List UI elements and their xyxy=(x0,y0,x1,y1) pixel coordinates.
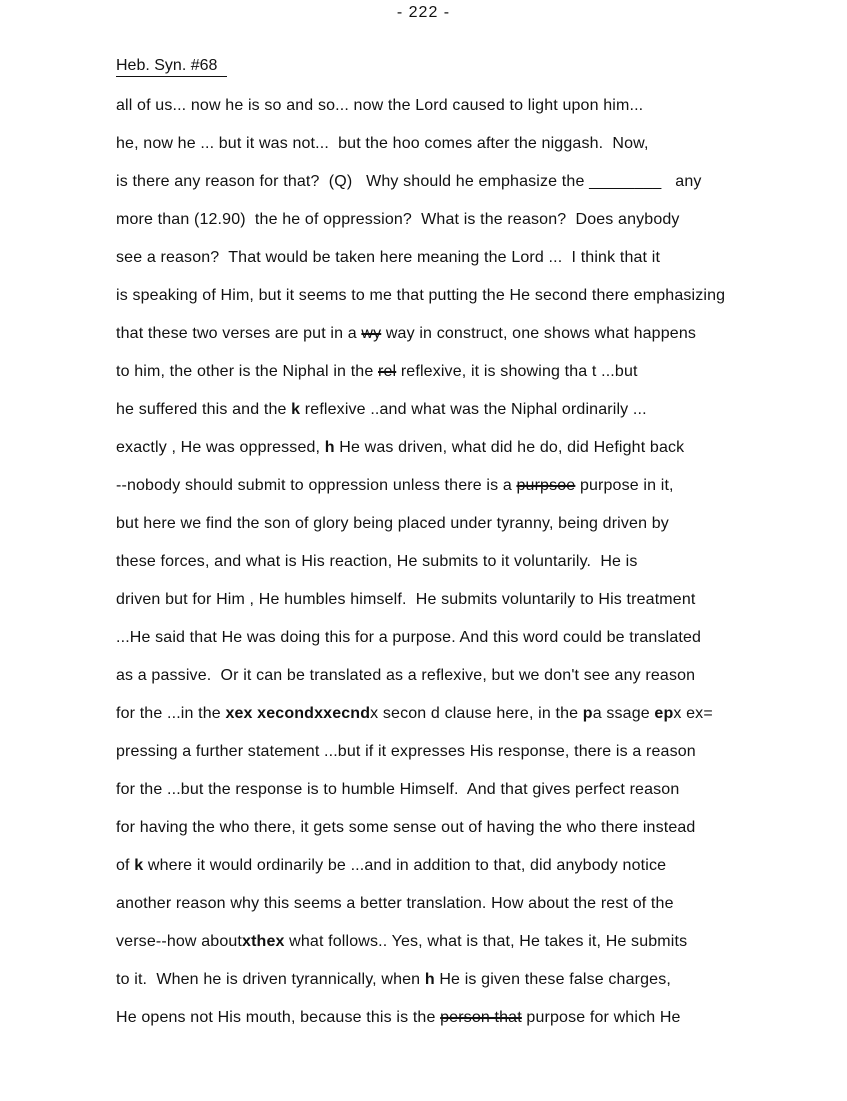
text-segment: way in construct, one shows what happens xyxy=(381,325,697,342)
text-segment: pressing a further statement ...but if it expresses His response, there is a reason xyxy=(116,743,696,760)
text-line xyxy=(116,856,836,894)
text-segment: He is given these false charges, xyxy=(434,971,671,988)
text-line xyxy=(116,514,836,552)
text-line xyxy=(116,552,836,590)
text-line xyxy=(116,590,836,628)
overtyped-text: xthex xyxy=(242,933,285,950)
text-line xyxy=(116,1008,836,1046)
text-line xyxy=(116,628,836,666)
text-segment: reflexive ..and what was the Niphal ordinarily ... xyxy=(300,401,647,418)
text-segment: He opens not His mouth, because this is the xyxy=(116,1009,441,1026)
text-line xyxy=(116,248,836,286)
overtyped-text: xex xecondxxecnd xyxy=(225,705,371,722)
text-segment: where it would ordinarily be ...and in addition to that, did anybody notice xyxy=(143,857,667,874)
text-segment: driven but for Him , He humbles himself. He submits voluntarily to His treatment xyxy=(116,591,696,608)
text-segment: ...He said that He was doing this for a purpose. And this word could be translated xyxy=(116,629,702,646)
text-segment: for the ...but the response is to humble Himself. And that gives perfect reason xyxy=(116,781,680,798)
text-segment: x ex= xyxy=(673,705,713,722)
text-line xyxy=(116,400,836,438)
text-segment: of xyxy=(116,857,135,874)
text-line xyxy=(116,438,836,476)
text-line xyxy=(116,666,836,704)
text-segment: purpose in it, xyxy=(575,477,674,494)
struck-text: purpsoe xyxy=(516,477,576,494)
text-segment: that these two verses are put in a xyxy=(116,325,362,342)
text-segment: is there any reason for that? (Q) Why should he emphasize the ________ any xyxy=(116,173,702,190)
text-segment: all of us... now he is so and so... now the Lord caused to light upon him... xyxy=(116,97,644,114)
text-segment: but here we find the son of glory being placed under tyranny, being driven by xyxy=(116,515,669,532)
text-line xyxy=(116,704,836,742)
text-segment: for the ...in the xyxy=(116,705,226,722)
text-segment: to it. When he is driven tyrannically, when xyxy=(116,971,425,988)
text-segment: purpose for which He xyxy=(521,1009,681,1026)
section-heading: Heb. Syn. #68 xyxy=(116,56,227,77)
overtyped-text: ep xyxy=(654,705,674,722)
text-line xyxy=(116,324,836,362)
text-segment: see a reason? That would be taken here meaning the Lord ... I think that it xyxy=(116,249,661,266)
text-segment: is speaking of Him, but it seems to me that putting the He second there emphasizing xyxy=(116,287,726,304)
text-line xyxy=(116,286,836,324)
text-line xyxy=(116,818,836,856)
overtyped-text: k xyxy=(291,401,301,418)
text-segment: he suffered this and the xyxy=(116,401,292,418)
text-segment: reflexive, it is showing tha t ...but xyxy=(396,363,638,380)
text-segment: these forces, and what is His reaction, He submits to it voluntarily. He is xyxy=(116,553,638,570)
text-segment: what follows.. Yes, what is that, He takes it, He submits xyxy=(284,933,688,950)
text-line xyxy=(116,210,836,248)
text-line xyxy=(116,172,836,210)
text-line xyxy=(116,96,836,134)
text-segment: as a passive. Or it can be translated as a reflexive, but we don't see any reason xyxy=(116,667,696,684)
text-line xyxy=(116,970,836,1008)
text-segment: --nobody should submit to oppression unless there is a xyxy=(116,477,517,494)
text-segment: more than (12.90) the he of oppression? What is the reason? Does anybody xyxy=(116,211,680,228)
overtyped-text: p xyxy=(582,705,593,722)
text-line xyxy=(116,780,836,818)
text-line xyxy=(116,362,836,400)
text-line xyxy=(116,932,836,970)
text-segment: x secon d clause here, in the xyxy=(370,705,583,722)
struck-text: wy xyxy=(361,325,382,342)
text-segment: a ssage xyxy=(592,705,655,722)
page-number: - 222 - xyxy=(396,4,451,21)
overtyped-text: h xyxy=(324,439,335,456)
text-segment: he, now he ... but it was not... but the hoo comes after the niggash. Now, xyxy=(116,135,649,152)
transcript-body xyxy=(116,96,836,1046)
struck-text: person that xyxy=(440,1009,522,1026)
text-segment: He was driven, what did he do, did Hefight back xyxy=(334,439,685,456)
text-line xyxy=(116,894,836,932)
struck-text: rel xyxy=(378,363,397,380)
text-segment: exactly , He was oppressed, xyxy=(116,439,325,456)
text-line xyxy=(116,134,836,172)
text-line xyxy=(116,476,836,514)
text-segment: verse--how about xyxy=(116,933,243,950)
text-segment: to him, the other is the Niphal in the xyxy=(116,363,378,380)
text-line xyxy=(116,742,836,780)
text-segment: another reason why this seems a better translation. How about the rest of the xyxy=(116,895,674,912)
text-segment: for having the who there, it gets some sense out of having the who there instead xyxy=(116,819,696,836)
overtyped-text: k xyxy=(134,857,144,874)
overtyped-text: h xyxy=(424,971,435,988)
